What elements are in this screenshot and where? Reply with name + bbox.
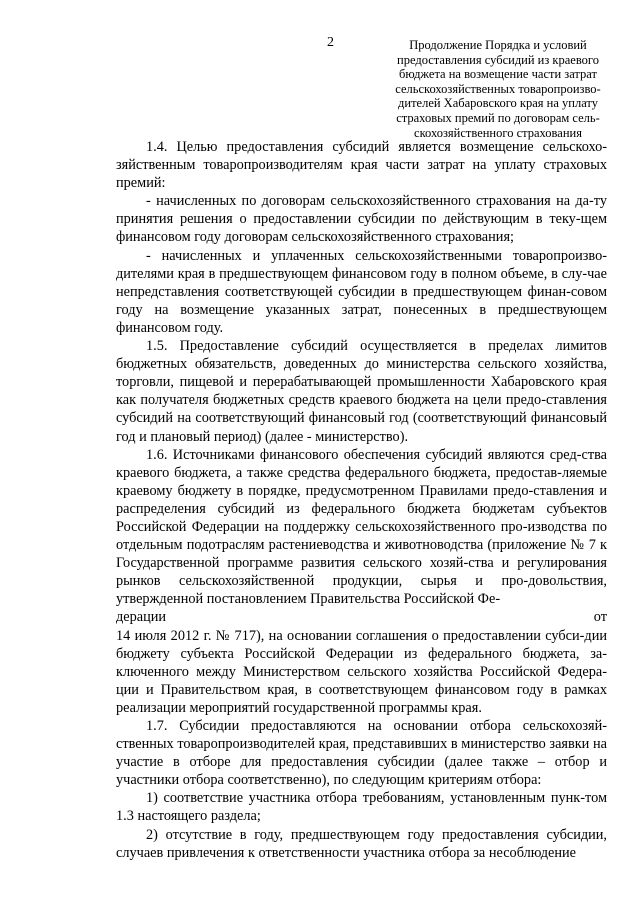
paragraph-bullet-1: - начисленных по договорам сельскохозяйственного страхования на да-ту принятия решения о предоставлении субсидии по действующим в теку-щем финансовом году договорам сельскохозяйственного страхования; xyxy=(116,193,607,246)
header-line: страховых премий по договорам сель- xyxy=(396,110,600,125)
document-header xyxy=(372,38,624,140)
paragraph-1-6: 1.6. Источниками финансового обеспечения субсидий являются сред-ства краевого бюджета, а также средства федерального бюджета, предостав-ляемые краевому бюджету в порядке, предусмотренном Правилами предо-ставления и распределения субсидий из федерального бюджета бюджетам субъектов Российской Федерации на поддержку сельскохозяйственного про-изводства по отдельным подотраслям растениеводства и животноводства (приложение № 7 к Государственной программе развития сельского хозяй-ства и регулирования рынков сельскохозяйственной продукции, сырья и про-довольствия, утвержденной постановлением Правительства Российской Фе- xyxy=(116,446,607,608)
paragraph-1-4: 1.4. Целью предоставления субсидий является возмещение сельскохо-зяйственным товаропроизводителям края части затрат на уплату страховых премий: xyxy=(116,139,607,192)
paragraph-bullet-2: - начисленных и уплаченных сельскохозяйственными товаропроизво-дителями края в предшествующем финансовом году в полном объеме, в слу-чае непредставления соответствующей субсидии в предшествующем финан-совом году на возмещение указанных затрат, понесенных в предшествующем финансовом году. xyxy=(116,247,607,336)
header-line: скохозяйственного страхования xyxy=(414,125,582,140)
split-line xyxy=(116,608,607,626)
criterion-1: 1) соответствие участника отбора требованиям, установленным пунк-том 1.3 настоящего раздела; xyxy=(116,790,607,825)
header-line: Продолжение Порядка и условий xyxy=(409,38,587,52)
paragraph-1-5: 1.5. Предоставление субсидий осуществляется в пределах лимитов бюджетных обязательств, доведенных до министерства сельского хозяйства, торговли, пищевой и перерабатывающей промышленности Хабаровского края как получателя бюджетных средств краевого бюджета на цели предо-ставления субсидий на соответствующий финансовый год (соответствующий финансовый год и плановый период) (далее - министерство). xyxy=(116,338,607,445)
header-line: сельскохозяйственных товаропроизво- xyxy=(395,81,601,96)
paragraph-1-7: 1.7. Субсидии предоставляются на основании отбора сельскохозяй-ственных товаропроизводителей края, представивших в министерство заявки на участие в отборе для предоставления субсидии (далее также – отбор и участники отбора соответственно), по следующим критериям отбора: xyxy=(116,718,607,789)
header-line: дителей Хабаровского края на уплату xyxy=(398,96,598,111)
document-body xyxy=(116,138,607,862)
criterion-2: 2) отсутствие в году, предшествующем году предоставления субсидии, случаев привлечения к ответственности участника отбора за несоблюдение xyxy=(116,826,607,861)
header-line: бюджета на возмещение части затрат xyxy=(399,67,597,82)
paragraph-1-6-continued: 14 июля 2012 г. № 717), на основании соглашения о предоставлении субси-дии бюджету субъекта Российской Федерации из федерального бюджета, за-ключенного между Министерством сельского хозяйства Российской Федера-ции и Правительством края, в соответствующем финансовом году в рамках реализации мероприятий государственной программы края. xyxy=(116,627,607,716)
split-line-right: от xyxy=(593,609,607,626)
header-line: предоставления субсидий из краевого xyxy=(397,52,599,67)
page-number: 2 xyxy=(327,35,334,50)
split-line-left: дерации xyxy=(116,609,167,626)
